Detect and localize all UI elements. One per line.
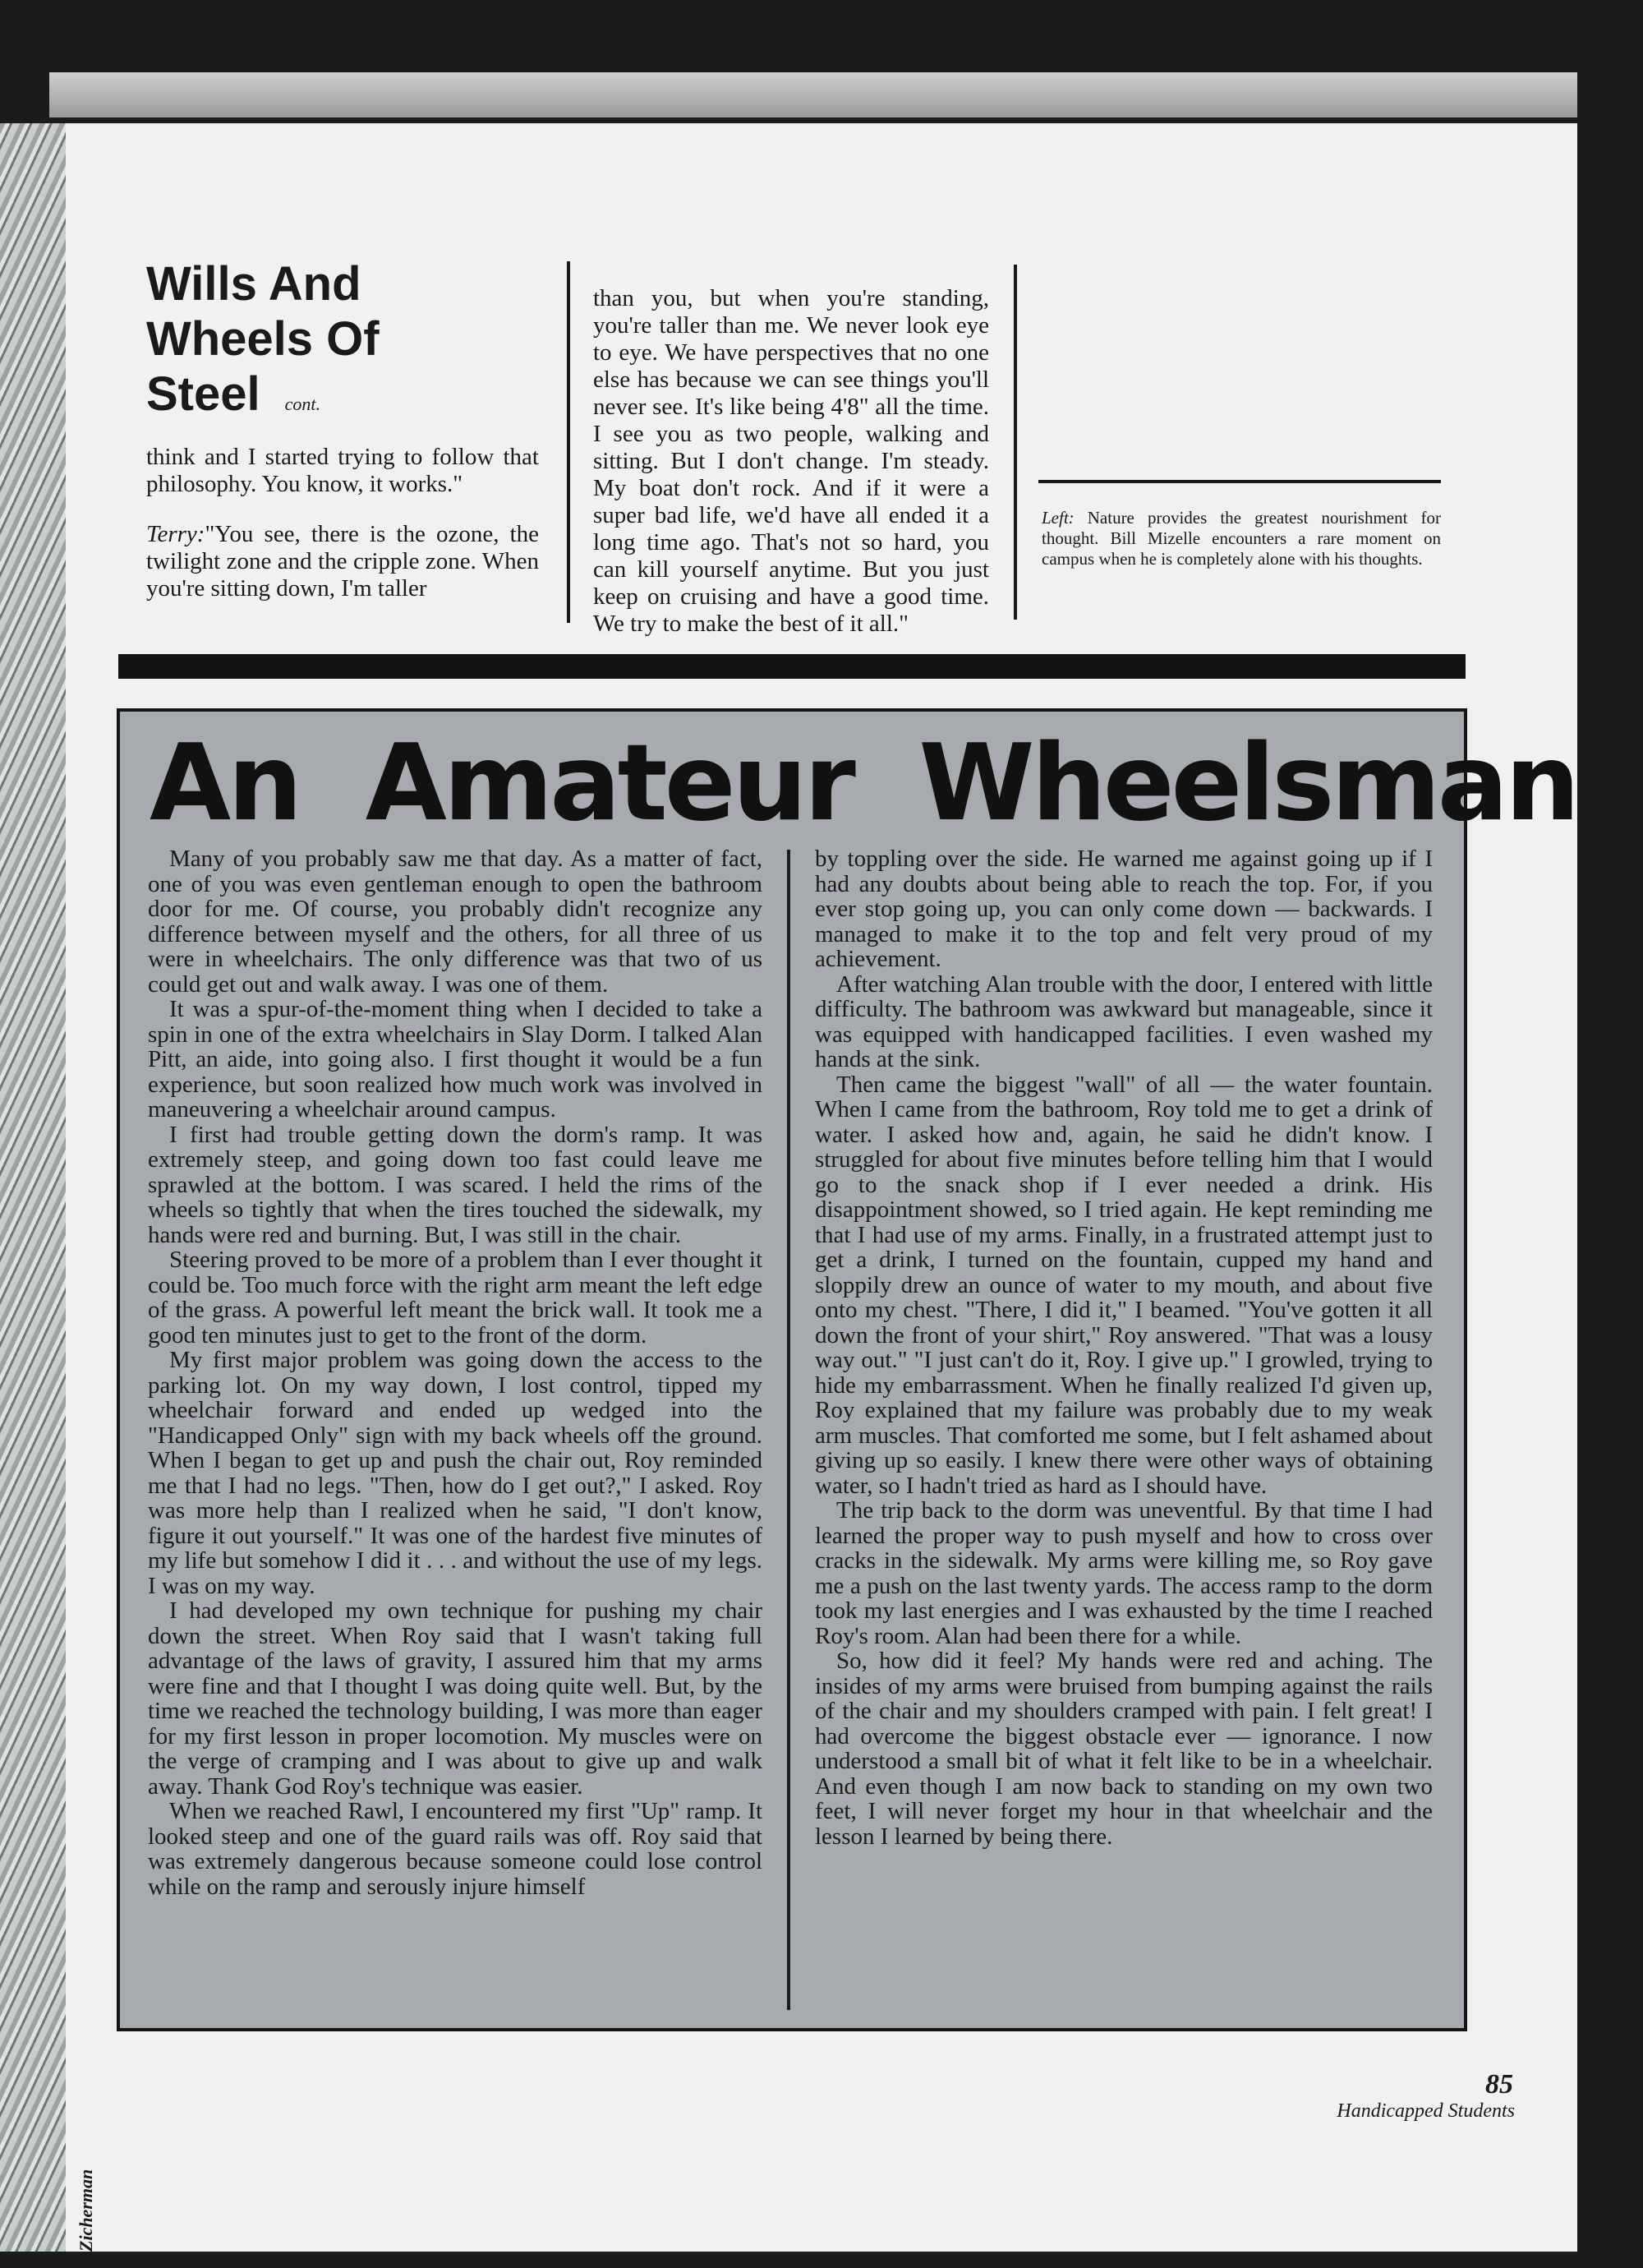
- article-paragraph: It was a spur-of-the-moment thing when I decided to take a spin in one of the extra wheelchairs in Slay Dorm. I talked Alan Pitt, an aide, into going also. I first thought it would be a fun experience, but soon realized how much work was involved in maneuvering a wheelchair around campus.: [148, 996, 762, 1122]
- section-divider-bar: [118, 654, 1466, 679]
- article-paragraph: Then came the biggest "wall" of all — the water fountain. When I came from the bathroom, Roy told me to get a drink of water. I asked how and, again, he said he didn't know. I struggled for about five minutes before telling him that I would go to the snack shop if I ever needed a drink. His disappointment showed, so I tried again. He kept reminding me that I had use of my arms. Finally, in a frustrated attempt just to get a drink, I turned on the fountain, cupped my hand and sloppily drew an ounce of water to my mouth, and about five onto my chest. "There, I did it," I beamed. "You've gotten it all down the front of your shirt," Roy answered. "That was a lousy way out." "I just can't do it, Roy. I give up." I growled, trying to hide my embarrassment. When he finally realized I'd given up, Roy explained that my failure was probably due to my weak arm muscles. That comforted me some, but I felt ashamed about giving up so easily. I knew there were other ways of obtaining water, so I hadn't tried as hard as I should have.: [815, 1071, 1433, 1499]
- article-paragraph: by toppling over the side. He warned me against going up if I had any doubts about being able to reach the top. For, if you ever stop going up, you can only come down — backwards. I managed to make it to the top and felt very proud of my achievement.: [815, 846, 1433, 972]
- continued-article-column-2: [593, 261, 989, 662]
- speaker-label: Terry:: [146, 521, 205, 547]
- title-line-2: Wheels Of: [146, 312, 380, 366]
- article-paragraph: The trip back to the dorm was uneventful. By that time I had learned the proper way to push myself and how to cross over cracks in the sidewalk. My arms were killing me, so Roy gave me a push on the last twenty yards. The access ramp to the dorm took my last energies and I was exhausted by the time I reached Roy's room. Alan had been there for a while.: [815, 1497, 1433, 1649]
- article-paragraph: So, how did it feel? My hands were red and aching. The insides of my arms were bruised from bumping against the rails of the chair and my shoulders cramped with pain. I felt great! I had overcome the biggest obstacle ever — ignorance. I now understood a small bit of what it felt like to be in a wheelchair. And even though I am now back to standing on my own two feet, I will never forget my hour in that wheelchair and the lesson I learned by being there.: [815, 1648, 1433, 1850]
- continued-article-title: [146, 256, 458, 431]
- article-paragraph: When we reached Rawl, I encountered my first "Up" ramp. It looked steep and one of the guard rails was off. Roy said that was extremely dangerous because someone could lose control while on the ramp and serously injure himself: [148, 1798, 762, 1900]
- article-paragraph: After watching Alan trouble with the door, I entered with little difficulty. The bathroom was awkward but manageable, since it was equipped with handicapped facilities. I even washed my hands at the sink.: [815, 970, 1433, 1072]
- caption-rule: [1038, 480, 1441, 483]
- facing-page-photo-sliver: [0, 123, 66, 2252]
- article-paragraph: My first major problem was going down the access to the parking lot. On my way down, I lost control, tipped my wheelchair forward and ended up wedged into the "Handicapped Only" sign with my back wheels off the ground. When I began to get up and push the chair out, Roy reminded me that I had no legs. "Then, how do I get out?," I asked. Roy was more help than I realized when he said, "I don't know, figure it out yourself." It was one of the hardest five minutes of my life but somehow I did it . . . and without the use of my legs. I was on my way.: [148, 1347, 762, 1599]
- article-column-1: [148, 846, 762, 1899]
- book-page-edge: [49, 72, 1577, 118]
- article-paragraph: Steering proved to be more of a problem than I ever thought it could be. Too much force with the right arm meant the left edge of the grass. A powerful left meant the brick wall. It took me a good ten minutes just to get to the front of the dorm.: [148, 1247, 762, 1348]
- title-line-3: Steel: [146, 367, 260, 421]
- page-number: 85: [1485, 2069, 1513, 2100]
- continued-article-column-1: [146, 444, 539, 625]
- article-column-2: [815, 846, 1433, 1849]
- photo-caption: [1042, 508, 1441, 569]
- column-1-paragraph-2: [146, 521, 539, 602]
- column-divider-1: [567, 261, 570, 623]
- article-paragraph: I had developed my own technique for pushing my chair down the street. When Roy said that I wasn't taking full advantage of the laws of gravity, I assured him that my arms were fine and that I thought I was doing quite well. But, by the time we reached the technology building, I was more than eager for my first lesson in proper locomotion. My muscles were on the verge of cramping and I was about to give up and walk away. Thank God Roy's technique was easier.: [148, 1597, 762, 1800]
- title-line-1: Wills And: [146, 257, 361, 311]
- photo-credit-text: Zicherman: [76, 2169, 96, 2252]
- article-column-divider: [787, 850, 790, 2010]
- column-2-paragraph: than you, but when you're standing, you're taller than me. We never look eye to eye. We have perspectives that no one else has because we can see things you'll never see. It's like being 4'8" all the time. I see you as two people, walking and sitting. But I don't change. I'm steady. My boat don't rock. And if it were a super bad life, we'd have all ended it a long time ago. That's not so hard, you can kill yourself anytime. But you just keep on cruising and have a good time. We try to make the best of it all.": [593, 285, 989, 637]
- photo-credit: [76, 2128, 108, 2260]
- caption-lead: Left:: [1042, 508, 1075, 528]
- article-paragraph: Many of you probably saw me that day. As a matter of fact, one of you was even gentleman enough to open the bathroom door for me. Of course, you probably didn't recognize any difference between myself and the others, for all three of us were in wheelchairs. The only difference was that two of us could get out and walk away. I was one of them.: [148, 846, 762, 998]
- section-name: Handicapped Students: [1337, 2100, 1515, 2122]
- column-1-paragraph-1: think and I started trying to follow that philosophy. You know, it works.": [146, 444, 539, 497]
- article-headline: An Amateur Wheelsman: [150, 722, 1577, 845]
- caption-text: Nature provides the greatest nourishment for thought. Bill Mizelle encounters a rare moment on campus when he is completely alone with his thoughts.: [1042, 508, 1441, 569]
- article-paragraph: I first had trouble getting down the dorm's ramp. It was extremely steep, and going down too fast could leave me sprawled at the bottom. I was scared. I held the rims of the wheels so tightly that when the tires touched the sidewalk, my hands were red and burning. But, I was still in the chair.: [148, 1121, 762, 1248]
- column-divider-2: [1014, 265, 1017, 620]
- continued-label: cont.: [284, 394, 321, 414]
- speaker-quote: "You see, there is the ozone, the twilight zone and the cripple zone. When you're sitting down, I'm taller: [146, 521, 539, 602]
